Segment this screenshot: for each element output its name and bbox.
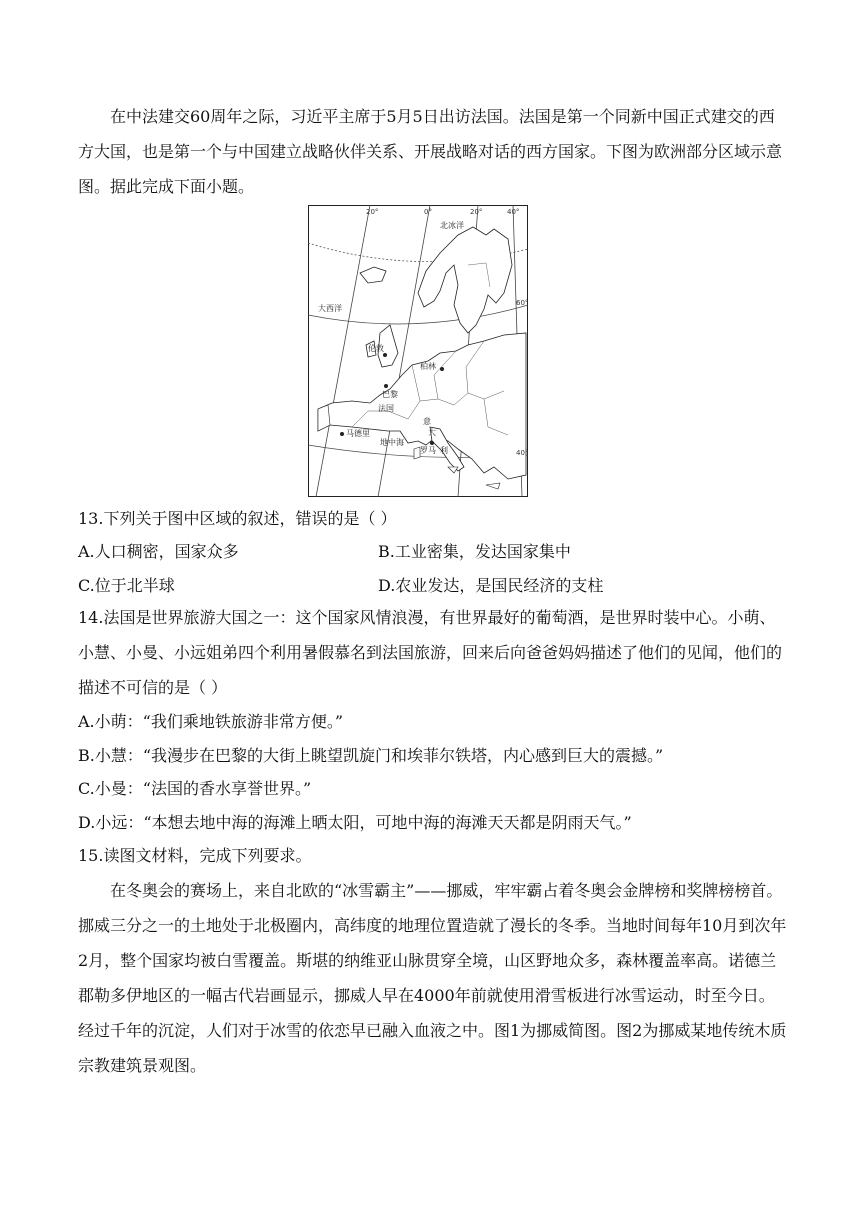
deg-40e: 40° <box>507 208 520 216</box>
q13-option-d[interactable]: D.农业发达，是国民经济的支柱 <box>378 576 604 595</box>
label-mediterranean: 地中海 <box>380 438 404 447</box>
label-madrid: 马德里 <box>346 429 370 438</box>
intro-paragraph: 在中法建交60周年之际，习近平主席于5月5日出访法国。法国是第一个同新中国正式建交的西方大国，也是第一个与中国建立战略伙伴关系、开展战略对话的西方国家。下图为欧洲部分区域示意图。据此完成下面小题。 <box>78 107 783 196</box>
label-berlin: 柏林 <box>420 362 436 371</box>
label-france: 法国 <box>378 404 394 413</box>
label-arctic: 北冰洋 <box>440 221 464 230</box>
europe-map <box>308 205 528 497</box>
label-italy-2: 大 <box>428 428 436 437</box>
label-london: 伦敦 <box>368 344 384 353</box>
deg-60: 60° <box>516 299 528 307</box>
q13-option-a[interactable]: A.人口稠密，国家众多 <box>78 542 239 561</box>
q13-option-c[interactable]: C.位于北半球 <box>78 576 175 595</box>
deg-20e: 20° <box>470 208 483 216</box>
q14-option-b[interactable]: B.小慧：“我漫步在巴黎的大街上眺望凯旋门和埃菲尔铁塔，内心感到巨大的震撼。” <box>78 746 664 765</box>
label-rome: 罗马 <box>420 446 436 455</box>
label-rome-2: 利 <box>440 446 448 455</box>
q14-option-c[interactable]: C.小曼：“法国的香水享誉世界。” <box>78 779 312 798</box>
q15-material: 在冬奥会的赛场上，来自北欧的“冰雪霸主”——挪威，牢牢霸占着冬奥会金牌榜和奖牌榜榜首。挪威三分之一的土地处于北极圈内，高纬度的地理位置造就了漫长的冬季。当地时间每年10月到次年2月，整个国家均被白雪覆盖。斯堪的纳维亚山脉贯穿全境，山区野地众多，森林覆盖率高。诺德兰郡勒多伊地区的一幅古代岩画显示，挪威人早在4000年前就使用滑雪板进行冰雪运动，时至今日。经过千年的沉淀，人们对于冰雪的依恋早已融入血液之中。图1为挪威简图。图2为挪威某地传统木质宗教建筑景观图。 <box>78 881 787 1075</box>
q13-option-b[interactable]: B.工业密集，发达国家集中 <box>378 542 571 561</box>
label-paris: 巴黎 <box>382 390 398 399</box>
q14-option-d[interactable]: D.小远：“本想去地中海的海滩上晒太阳，可地中海的海滩天天都是阴雨天气。” <box>78 813 632 832</box>
deg-40: 40° <box>516 449 528 457</box>
deg-20w: 20° <box>366 208 379 216</box>
label-italy: 意 <box>423 417 431 426</box>
q14-option-a[interactable]: A.小萌：“我们乘地铁旅游非常方便。” <box>78 712 344 731</box>
q14-stem: 14.法国是世界旅游大国之一：这个国家风情浪漫，有世界最好的葡萄酒，是世界时装中心。小萌、小慧、小曼、小远姐弟四个利用暑假慕名到法国旅游，回来后向爸爸妈妈描述了他们的见闻，他们的描述不可信的是（ ） <box>78 608 783 697</box>
q13-stem: 13.下列关于图中区域的叙述，错误的是（ ） <box>78 509 397 528</box>
label-atlantic: 大西洋 <box>318 304 342 313</box>
q15-stem: 15.读图文材料，完成下列要求。 <box>78 846 312 865</box>
deg-0: 0° <box>424 208 432 216</box>
